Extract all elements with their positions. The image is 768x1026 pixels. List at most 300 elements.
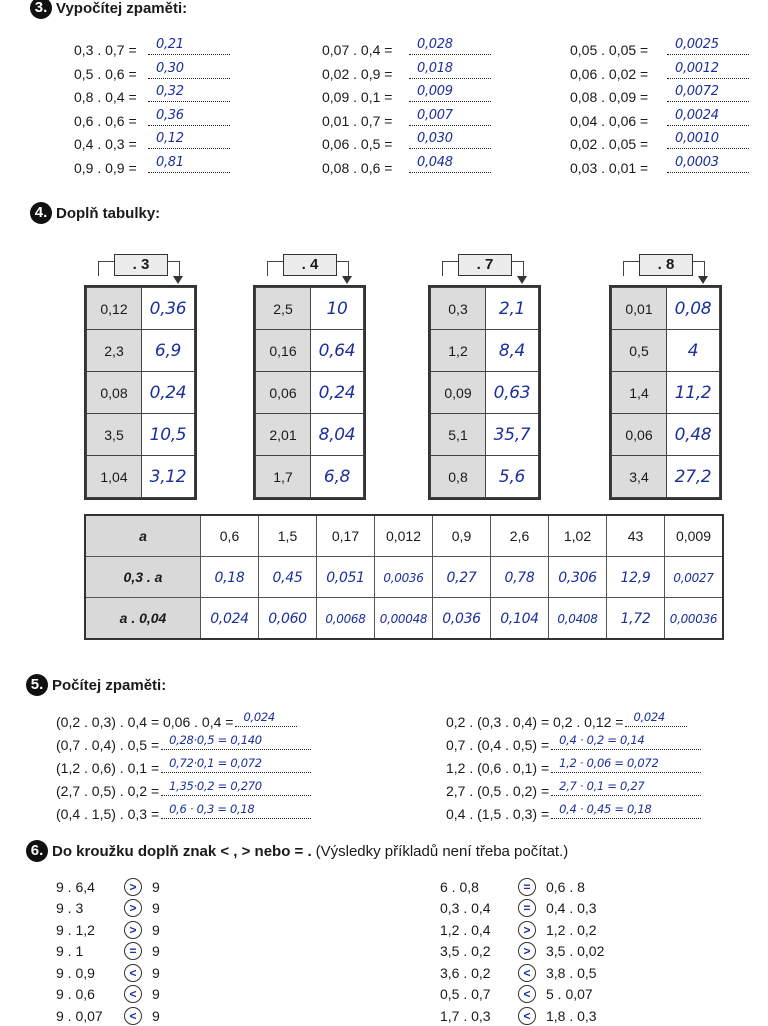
answer-cell[interactable] (607, 598, 665, 640)
handwritten-answer: 0,0010 (675, 131, 719, 146)
handwritten-answer: 0,0025 (675, 37, 719, 52)
handwritten-answer: 5,6 (498, 466, 526, 487)
answer-line[interactable] (148, 62, 230, 79)
answer-line[interactable] (161, 756, 311, 773)
section-title: Vypočítej zpaměti: (56, 0, 188, 17)
answer-cell[interactable] (311, 456, 364, 498)
arrow-head-icon (342, 276, 352, 284)
answer-cell[interactable] (486, 372, 539, 414)
comparison-row (56, 962, 160, 983)
comparison-right: 1,8 . 0,3 (546, 1007, 597, 1024)
handwritten-answer: 11,2 (674, 382, 712, 403)
input-cell: 1,4 (612, 372, 667, 414)
exercise-expression: 0,5 . 0,6 = (74, 65, 137, 82)
answer-line[interactable] (667, 85, 749, 102)
table-row (256, 456, 364, 498)
value-cell: 0,012 (375, 515, 433, 557)
handwritten-answer: 0,36 (156, 107, 184, 123)
section-number: 6. (26, 840, 48, 862)
row-label: 0,3 . a (85, 557, 201, 598)
handwritten-answer: 4 (687, 340, 699, 361)
exercise-row (56, 779, 311, 799)
answer-line[interactable] (409, 156, 491, 173)
comparison-circle[interactable]: > (124, 878, 142, 896)
exercise-expression: 0,6 . 0,6 = (74, 112, 137, 129)
exercise-expression: 0,8 . 0,4 = (74, 89, 137, 105)
exercise-expression: (0,2 . 0,3) . 0,4 = 0,06 . 0,4 = (56, 714, 234, 730)
answer-cell[interactable] (375, 557, 433, 598)
section-title: Doplň tabulky: (56, 204, 161, 222)
handwritten-answer: 0,030 (417, 131, 453, 146)
table-row (431, 456, 539, 498)
comparison-row (440, 941, 604, 962)
answer-cell[interactable] (142, 372, 195, 414)
answer-cell[interactable] (486, 456, 539, 498)
comparison-left: 9 . 0,07 (56, 1007, 103, 1024)
table-row (87, 456, 195, 498)
section-number: 4. (30, 202, 52, 224)
handwritten-answer: 0,024 (210, 610, 249, 627)
comparison-left: 0,5 . 0,7 (440, 986, 491, 1002)
operator-label: . 7 (458, 254, 512, 276)
exercise-expression: 0,9 . 0,9 = (74, 159, 137, 176)
handwritten-answer: 0,0024 (675, 107, 719, 123)
exercise-row (56, 756, 311, 776)
handwritten-answer: 10,5 (149, 424, 187, 445)
answer-line[interactable] (409, 109, 491, 126)
exercise-row (570, 38, 749, 58)
table-row (431, 288, 539, 330)
multiplication-table (253, 285, 366, 500)
exercise-row (322, 109, 491, 129)
comparison-row (440, 898, 597, 919)
comparison-left: 9 . 1,2 (56, 921, 95, 938)
handwritten-answer: 0,051 (326, 569, 365, 586)
exercise-expression: 0,02 . 0,9 = (322, 65, 393, 82)
handwritten-answer: 0,104 (500, 610, 539, 627)
multiplication-table (84, 285, 197, 500)
answer-cell[interactable] (201, 557, 259, 598)
handwritten-answer: 1,72 (620, 610, 651, 627)
handwritten-answer: 2,7 · 0,1 = 0,27 (559, 779, 645, 793)
comparison-left: 6 . 0,8 (440, 878, 479, 895)
exercise-expression: (0,7 . 0,4) . 0,5 = (56, 737, 160, 753)
answer-line[interactable] (235, 710, 297, 727)
answer-line[interactable] (409, 38, 491, 55)
comparison-left: 9 . 3 (56, 900, 84, 916)
answer-cell[interactable] (142, 330, 195, 372)
answer-line[interactable] (148, 85, 230, 102)
exercise-row (446, 733, 701, 753)
exercise-expression: 0,03 . 0,01 = (570, 159, 649, 176)
value-cell: 43 (607, 515, 665, 557)
table-row (85, 557, 723, 598)
answer-cell[interactable] (433, 557, 491, 598)
answer-cell[interactable] (259, 598, 317, 640)
input-cell: 2,5 (256, 288, 311, 330)
handwritten-answer: 0,21 (156, 37, 184, 52)
input-cell: 0,8 (431, 456, 486, 498)
exercise-row (322, 156, 491, 176)
handwritten-answer: 3,12 (149, 466, 187, 487)
handwritten-answer: 0,007 (417, 107, 453, 123)
handwritten-answer: 0,024 (633, 710, 665, 724)
comparison-left: 1,7 . 0,3 (440, 1007, 491, 1024)
comparison-circle[interactable]: < (518, 985, 536, 1003)
answer-cell[interactable] (667, 330, 720, 372)
section-title: Počítej zpaměti: (52, 676, 167, 694)
comparison-left: 3,5 . 0,2 (440, 943, 491, 959)
exercise-row (74, 62, 230, 82)
comparison-left: 9 . 0,9 (56, 964, 95, 981)
comparison-right: 5 . 0,07 (546, 986, 593, 1002)
row-label: a . 0,04 (85, 598, 201, 640)
section-title: Do kroužku doplň znak < , > nebo = . (52, 842, 312, 860)
comparison-circle[interactable]: > (124, 921, 142, 939)
handwritten-answer: 0,18 (214, 569, 245, 586)
value-cell: 1,5 (259, 515, 317, 557)
handwritten-answer: 2,1 (498, 298, 526, 319)
table-row (87, 330, 195, 372)
exercise-row (322, 38, 491, 58)
handwritten-answer: 10 (326, 298, 348, 319)
comparison-left: 0,3 . 0,4 (440, 900, 491, 916)
comparison-left: 1,2 . 0,4 (440, 921, 491, 938)
answer-line[interactable] (148, 132, 230, 149)
comparison-circle[interactable]: = (518, 878, 536, 896)
exercise-expression: (0,4 . 1,5) . 0,3 = (56, 806, 160, 822)
answer-cell[interactable] (375, 598, 433, 640)
answer-cell[interactable] (667, 288, 720, 330)
exercise-expression: 0,04 . 0,06 = (570, 112, 649, 129)
section-number: 3. (30, 0, 52, 19)
comparison-right: 9 (152, 1007, 160, 1024)
exercise-expression: 1,2 . (0,6 . 0,1) = (446, 760, 550, 776)
comparison-right: 9 (152, 964, 160, 981)
exercise-row (570, 109, 749, 129)
handwritten-answer: 35,7 (493, 424, 531, 445)
exercise-expression: (1,2 . 0,6) . 0,1 = (56, 760, 160, 776)
handwritten-answer: 8,4 (498, 340, 526, 361)
exercise-row (74, 38, 230, 58)
answer-cell[interactable] (142, 288, 195, 330)
table-row (431, 414, 539, 456)
handwritten-answer: 0,060 (268, 610, 307, 627)
value-cell: 0,009 (665, 515, 724, 557)
input-cell: 3,5 (87, 414, 142, 456)
comparison-right: 1,2 . 0,2 (546, 921, 597, 938)
handwritten-answer: 0,0027 (673, 571, 714, 585)
answer-line[interactable] (148, 109, 230, 126)
comparison-row (56, 898, 160, 919)
comparison-circle[interactable]: > (518, 921, 536, 939)
value-cell: 0,9 (433, 515, 491, 557)
section-3-header (30, 0, 187, 19)
comparison-right: 3,5 . 0,02 (546, 943, 605, 959)
table-row (612, 414, 720, 456)
answer-cell[interactable] (665, 598, 724, 640)
comparison-left: 9 . 6,4 (56, 878, 95, 895)
handwritten-answer: 0,0012 (675, 60, 719, 76)
input-cell: 0,09 (431, 372, 486, 414)
exercise-expression: 0,2 . (0,3 . 0,4) = 0,2 . 0,12 = (446, 714, 624, 730)
exercise-expression: 2,7 . (0,5 . 0,2) = (446, 783, 550, 799)
comparison-circle[interactable]: = (124, 942, 142, 960)
comparison-right: 9 (152, 900, 160, 916)
answer-cell[interactable] (607, 557, 665, 598)
handwritten-answer: 8,04 (318, 424, 356, 445)
answer-cell[interactable] (317, 598, 375, 640)
answer-cell[interactable] (667, 456, 720, 498)
input-cell: 0,08 (87, 372, 142, 414)
handwritten-answer: 0,0003 (675, 154, 719, 170)
handwritten-answer: 0,72·0,1 = 0,072 (169, 756, 262, 770)
input-cell: 0,16 (256, 330, 311, 372)
input-cell: 0,06 (256, 372, 311, 414)
answer-cell[interactable] (433, 598, 491, 640)
answer-cell[interactable] (549, 557, 607, 598)
big-table (84, 514, 724, 640)
handwritten-answer: 0,63 (493, 382, 531, 403)
answer-cell[interactable] (201, 598, 259, 640)
section-4-header (30, 202, 160, 224)
comparison-row (56, 919, 160, 940)
comparison-row (56, 941, 160, 962)
answer-line[interactable] (551, 756, 701, 773)
handwritten-answer: 0,0408 (557, 612, 598, 626)
answer-cell[interactable] (317, 557, 375, 598)
answer-line[interactable] (161, 733, 311, 750)
handwritten-answer: 6,8 (323, 466, 351, 487)
input-cell: 2,3 (87, 330, 142, 372)
comparison-right: 9 (152, 921, 160, 938)
table-row (87, 414, 195, 456)
table-row (256, 372, 364, 414)
handwritten-answer: 0,00036 (669, 612, 718, 626)
handwritten-answer: 12,9 (620, 569, 651, 586)
exercise-expression: 0,4 . 0,3 = (74, 136, 137, 152)
answer-cell[interactable] (486, 288, 539, 330)
handwritten-answer: 6,9 (154, 340, 182, 361)
table-row (256, 288, 364, 330)
answer-cell[interactable] (486, 414, 539, 456)
input-cell: 1,2 (431, 330, 486, 372)
table-row (612, 288, 720, 330)
handwritten-answer: 0,00048 (379, 612, 428, 626)
comparison-row (440, 962, 597, 983)
answer-line[interactable] (148, 38, 230, 55)
handwritten-answer: 0,36 (149, 298, 187, 319)
table-row (256, 330, 364, 372)
table-row (85, 515, 723, 557)
answer-line[interactable] (409, 62, 491, 79)
handwritten-answer: 0,12 (156, 131, 184, 146)
table-row (256, 414, 364, 456)
answer-cell[interactable] (667, 372, 720, 414)
section-6-header (26, 840, 568, 862)
comparison-circle[interactable]: < (124, 985, 142, 1003)
comparison-right: 0,4 . 0,3 (546, 900, 597, 916)
exercise-row (322, 132, 491, 152)
exercise-row (570, 62, 749, 82)
arrow-head-icon (173, 276, 183, 284)
comparison-row (440, 1005, 597, 1026)
exercise-row (446, 802, 701, 822)
exercise-expression: 0,02 . 0,05 = (570, 136, 649, 152)
exercise-expression: (2,7 . 0,5) . 0,2 = (56, 783, 160, 799)
handwritten-answer: 0,32 (156, 84, 184, 99)
section-number: 5. (26, 674, 48, 696)
table-row (612, 456, 720, 498)
answer-line[interactable] (667, 38, 749, 55)
handwritten-answer: 0,4 · 0,45 = 0,18 (559, 802, 652, 816)
comparison-right: 9 (152, 878, 160, 895)
exercise-row (74, 85, 230, 105)
input-cell: 0,3 (431, 288, 486, 330)
handwritten-answer: 0,24 (318, 382, 356, 403)
input-cell: 3,4 (612, 456, 667, 498)
handwritten-answer: 0,64 (318, 340, 356, 361)
answer-line[interactable] (667, 132, 749, 149)
value-cell: 0,6 (201, 515, 259, 557)
handwritten-answer: 0,306 (558, 569, 597, 586)
comparison-row (56, 1005, 160, 1026)
input-cell: 0,01 (612, 288, 667, 330)
handwritten-answer: 0,45 (272, 569, 303, 586)
answer-cell[interactable] (491, 557, 549, 598)
answer-cell[interactable] (667, 414, 720, 456)
answer-cell[interactable] (311, 414, 364, 456)
comparison-circle[interactable]: < (518, 964, 536, 982)
table-row (87, 288, 195, 330)
exercise-row (322, 62, 491, 82)
answer-line[interactable] (409, 132, 491, 149)
exercise-expression: 0,09 . 0,1 = (322, 89, 393, 105)
comparison-circle[interactable]: < (124, 1007, 142, 1025)
answer-line[interactable] (161, 779, 311, 796)
arrow-head-icon (517, 276, 527, 284)
comparison-right: 3,8 . 0,5 (546, 964, 597, 981)
comparison-circle[interactable]: < (518, 1007, 536, 1025)
answer-cell[interactable] (311, 330, 364, 372)
exercise-row (322, 85, 491, 105)
exercise-row (56, 733, 311, 753)
comparison-circle[interactable]: = (518, 899, 536, 917)
handwritten-answer: 0,81 (156, 154, 184, 170)
comparison-circle[interactable]: > (124, 899, 142, 917)
answer-line[interactable] (551, 733, 701, 750)
handwritten-answer: 0,48 (674, 424, 712, 445)
answer-line[interactable] (551, 802, 701, 819)
multiplication-table (428, 285, 541, 500)
comparison-circle[interactable]: < (124, 964, 142, 982)
exercise-row (570, 156, 749, 176)
value-cell: 2,6 (491, 515, 549, 557)
section-5-header (26, 674, 166, 696)
value-cell: 1,02 (549, 515, 607, 557)
answer-line[interactable] (148, 156, 230, 173)
exercise-row (74, 109, 230, 129)
handwritten-answer: 0,024 (243, 710, 275, 724)
answer-cell[interactable] (491, 598, 549, 640)
answer-cell[interactable] (259, 557, 317, 598)
comparison-row (440, 984, 593, 1005)
table-row (612, 372, 720, 414)
comparison-right: 9 (152, 986, 160, 1002)
input-cell: 1,04 (87, 456, 142, 498)
answer-cell[interactable] (311, 288, 364, 330)
answer-line[interactable] (667, 62, 749, 79)
comparison-row (56, 984, 160, 1005)
handwritten-answer: 27,2 (674, 466, 712, 487)
exercise-row (446, 710, 687, 730)
handwritten-answer: 0,27 (446, 569, 477, 586)
answer-line[interactable] (551, 779, 701, 796)
comparison-row (440, 876, 585, 897)
operator-label: . 3 (114, 254, 168, 276)
answer-cell[interactable] (665, 557, 724, 598)
handwritten-answer: 0,78 (504, 569, 535, 586)
handwritten-answer: 0,6 · 0,3 = 0,18 (169, 802, 255, 816)
exercise-row (74, 132, 230, 152)
handwritten-answer: 0,018 (417, 60, 453, 76)
table-row (431, 330, 539, 372)
answer-line[interactable] (625, 710, 687, 727)
handwritten-answer: 0,0072 (675, 84, 719, 99)
input-cell: 0,06 (612, 414, 667, 456)
input-cell: 0,12 (87, 288, 142, 330)
answer-cell[interactable] (142, 414, 195, 456)
handwritten-answer: 0,028 (417, 37, 453, 52)
answer-cell[interactable] (549, 598, 607, 640)
exercise-expression: 0,3 . 0,7 = (74, 42, 137, 58)
exercise-expression: 0,06 . 0,02 = (570, 65, 649, 82)
handwritten-answer: 1,2 · 0,06 = 0,072 (559, 756, 659, 770)
exercise-row (570, 85, 749, 105)
arrow-head-icon (698, 276, 708, 284)
answer-line[interactable] (409, 85, 491, 102)
handwritten-answer: 0,0068 (325, 612, 366, 626)
handwritten-answer: 0,30 (156, 60, 184, 76)
input-cell: 0,5 (612, 330, 667, 372)
handwritten-answer: 0,048 (417, 154, 453, 170)
answer-line[interactable] (667, 156, 749, 173)
exercise-expression: 0,7 . (0,4 . 0,5) = (446, 737, 550, 753)
comparison-left: 3,6 . 0,2 (440, 964, 491, 981)
handwritten-answer: 0,24 (149, 382, 187, 403)
comparison-right: 0,6 . 8 (546, 878, 585, 895)
exercise-row (446, 756, 701, 776)
comparison-left: 9 . 0,6 (56, 986, 95, 1002)
comparison-circle[interactable]: > (518, 942, 536, 960)
operator-label: . 8 (639, 254, 693, 276)
answer-cell[interactable] (311, 372, 364, 414)
answer-line[interactable] (667, 109, 749, 126)
exercise-row (74, 156, 230, 176)
handwritten-answer: 1,35·0,2 = 0,270 (169, 779, 262, 793)
answer-cell[interactable] (486, 330, 539, 372)
input-cell: 1,7 (256, 456, 311, 498)
handwritten-answer: 0,009 (417, 84, 453, 99)
multiplication-table (609, 285, 722, 500)
exercise-row (570, 132, 749, 152)
handwritten-answer: 0,4 · 0,2 = 0,14 (559, 733, 645, 747)
answer-line[interactable] (161, 802, 311, 819)
handwritten-answer: 0,28·0,5 = 0,140 (169, 733, 262, 747)
answer-cell[interactable] (142, 456, 195, 498)
exercise-expression: 0,4 . (1,5 . 0,3) = (446, 806, 550, 822)
comparison-row (440, 919, 597, 940)
